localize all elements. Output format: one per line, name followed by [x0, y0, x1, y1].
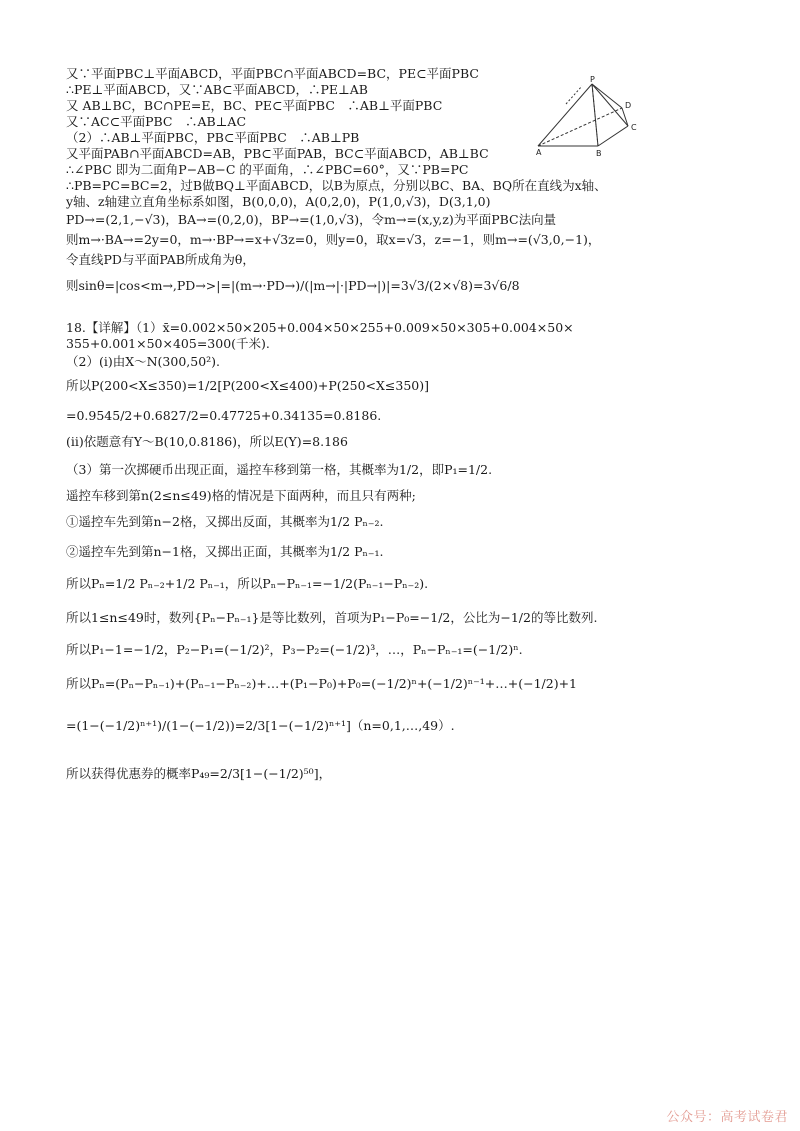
- text-line: 又∵AC⊂平面PBC ∴AB⊥AC: [66, 114, 247, 129]
- text-line: 355+0.001×50×405=300(千米).: [66, 336, 270, 351]
- text-line: （2）(i)由X～N(300,50²).: [66, 354, 221, 369]
- text-line: 18.【详解】（1）x̄=0.002×50×205+0.004×50×255+0.009×50×305+0.004×50×: [66, 320, 574, 335]
- text-line: ∴PE⊥平面ABCD，又∵AB⊂平面ABCD，∴PE⊥AB: [66, 82, 368, 97]
- text-line: =(1−(−1/2)ⁿ⁺¹)/(1−(−1/2))=2/3[1−(−1/2)ⁿ⁺¹]（n=0,1,…,49）.: [66, 718, 455, 733]
- text-line: (ii)依题意有Y～B(10,0.8186)，所以E(Y)=8.186: [66, 434, 348, 449]
- text-line: 又∵平面PBC⊥平面ABCD，平面PBC∩平面ABCD=BC，PE⊂平面PBC: [66, 66, 479, 81]
- text-line: ∴∠PBC 即为二面角P−AB−C 的平面角，∴∠PBC=60°，又∵PB=PC: [66, 162, 469, 177]
- text-line: 所以P₁−1=−1/2，P₂−P₁=(−1/2)²，P₃−P₂=(−1/2)³，…，Pₙ−Pₙ₋₁=(−1/2)ⁿ.: [66, 642, 523, 657]
- text-line: ①遥控车先到第n−2格，又掷出反面，其概率为1/2 Pₙ₋₂.: [66, 514, 384, 529]
- text-line: 所以1≤n≤49时，数列{Pₙ−Pₙ₋₁}是等比数列，首项为P₁−P₀=−1/2，公比为−1/2的等比数列.: [66, 610, 598, 625]
- figure-label-a: A: [536, 148, 542, 157]
- figure-label-d: D: [625, 101, 632, 110]
- text-line: 所以Pₙ=(Pₙ−Pₙ₋₁)+(Pₙ₋₁−Pₙ₋₂)+…+(P₁−P₀)+P₀=(−1/2)ⁿ+(−1/2)ⁿ⁻¹+…+(−1/2)+1: [66, 676, 578, 691]
- text-line: 则sinθ=|cos<m→,PD→>|=|(m→·PD→)/(|m→|·|PD→|)|=3√3/(2×√8)=3√6/8: [66, 278, 520, 293]
- text-line: 则m→·BA→=2y=0，m→·BP→=x+√3z=0，则y=0，取x=√3，z=−1，则m→=(√3,0,−1)，: [66, 232, 601, 247]
- text-line: PD→=(2,1,−√3)，BA→=(0,2,0)，BP→=(1,0,√3)，令m→=(x,y,z)为平面PBC法向量: [66, 212, 557, 227]
- text-line: 所以Pₙ=1/2 Pₙ₋₂+1/2 Pₙ₋₁，所以Pₙ−Pₙ₋₁=−1/2(Pₙ₋₁−Pₙ₋₂).: [66, 576, 429, 591]
- text-line: y轴、z轴建立直角坐标系如图，B(0,0,0)，A(0,2,0)，P(1,0,√3)，D(3,1,0): [66, 194, 491, 209]
- figure-label-c: C: [631, 123, 637, 132]
- text-line: 令直线PD与平面PAB所成角为θ，: [66, 252, 255, 267]
- watermark: 公众号：高考试卷君: [666, 1110, 788, 1125]
- text-line: ②遥控车先到第n−1格，又掷出正面，其概率为1/2 Pₙ₋₁.: [66, 544, 384, 559]
- text-line: 所以P(200<X≤350)=1/2[P(200<X≤400)+P(250<X≤350)]: [66, 378, 430, 393]
- text-line: 又平面PAB∩平面ABCD=AB，PB⊂平面PAB，BC⊂平面ABCD，AB⊥BC: [66, 146, 489, 161]
- pyramid-figure: [536, 74, 646, 158]
- figure-label-p: P: [590, 75, 595, 84]
- text-line: 遥控车移到第n(2≤n≤49)格的情况是下面两种，而且只有两种;: [66, 488, 416, 503]
- text-line: ∴PB=PC=BC=2，过B做BQ⊥平面ABCD，以B为原点，分别以BC、BA、BQ所在直线为x轴、: [66, 178, 607, 193]
- text-line: （3）第一次掷硬币出现正面，遥控车移到第一格，其概率为1/2，即P₁=1/2.: [66, 462, 493, 477]
- text-line: （2）∴AB⊥平面PBC，PB⊂平面PBC ∴AB⊥PB: [66, 130, 360, 145]
- figure-label-b: B: [596, 149, 602, 158]
- text-line: =0.9545/2+0.6827/2=0.47725+0.34135=0.8186.: [66, 408, 382, 423]
- text-line: 又 AB⊥BC，BC∩PE=E，BC、PE⊂平面PBC ∴AB⊥平面PBC: [66, 98, 443, 113]
- text-line: 所以获得优惠券的概率P₄₉=2/3[1−(−1/2)⁵⁰]，: [66, 766, 332, 781]
